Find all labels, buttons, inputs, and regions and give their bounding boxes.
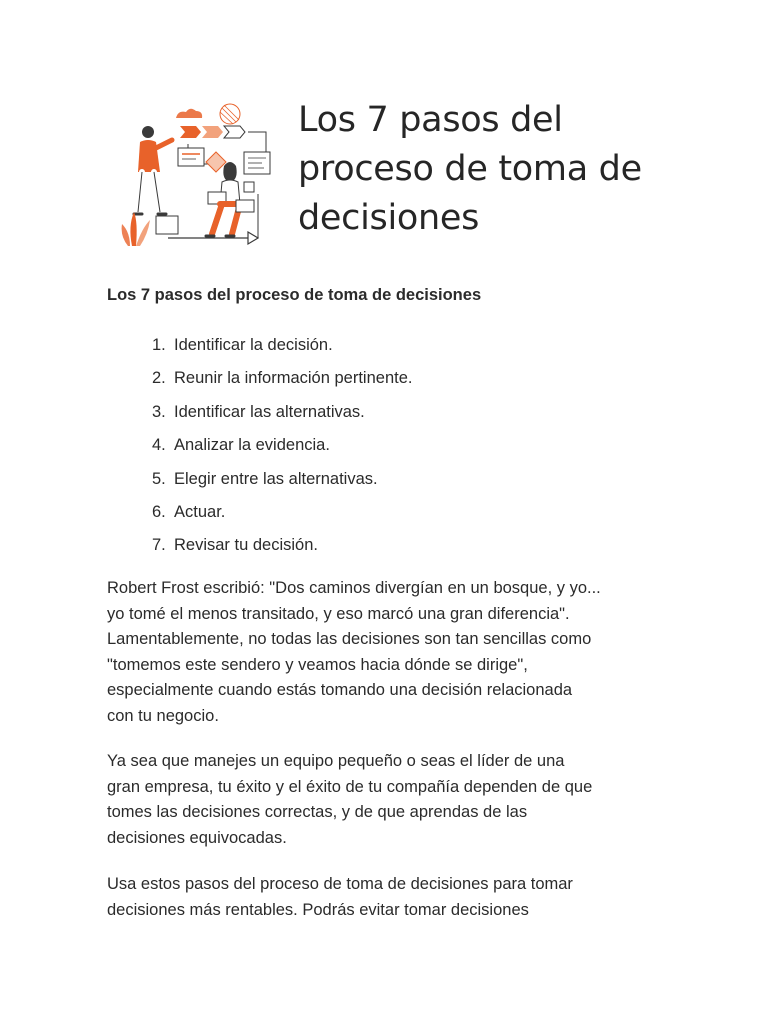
list-item xyxy=(152,433,412,466)
steps-list xyxy=(152,333,412,567)
list-item xyxy=(152,500,412,533)
page-title xyxy=(298,96,698,243)
paragraph-line: decisiones equivocadas. xyxy=(107,828,287,847)
paragraph-line: Usa estos pasos del proceso de toma de decisiones para tomar xyxy=(107,875,573,893)
step-number: 2. xyxy=(152,369,166,388)
list-item xyxy=(152,366,412,399)
paragraph-line: tomes las decisiones correctas, y de que aprendas de las xyxy=(107,803,528,822)
step-number: 4. xyxy=(152,436,166,455)
paragraph-line: gran empresa, tu éxito y el éxito de tu compañía dependen de que xyxy=(107,777,593,796)
step-text: Reunir la información pertinente. xyxy=(174,369,413,388)
body-paragraph xyxy=(107,749,687,851)
step-number: 6. xyxy=(152,502,166,521)
paragraph-line: especialmente cuando estás tomando una decisión relacionada xyxy=(107,681,573,700)
step-text: Elegir entre las alternativas. xyxy=(174,469,378,488)
list-item xyxy=(152,467,412,500)
list-item xyxy=(152,533,412,566)
title-line: decisiones xyxy=(298,198,480,238)
title-line: proceso de toma de xyxy=(298,149,642,189)
step-text: Identificar la decisión. xyxy=(174,336,333,354)
document-card-icon xyxy=(178,148,204,166)
chart-card-icon xyxy=(244,152,270,174)
paragraph-line: Lamentablemente, no todas las decisiones son tan sencillas como xyxy=(107,630,592,649)
paragraph-line: Robert Frost escribió: "Dos caminos divergían en un bosque, y yo... xyxy=(107,579,601,597)
step-number: 5. xyxy=(152,469,166,488)
step-number: 3. xyxy=(152,402,166,421)
title-line: Los 7 pasos del xyxy=(298,100,563,140)
step-text: Revisar tu decisión. xyxy=(174,536,318,555)
list-item xyxy=(152,333,412,366)
decision-flow-illustration xyxy=(118,96,278,256)
paragraph-line: yo tomé el menos transitado, y eso marcó una gran diferencia". xyxy=(107,604,570,623)
paragraph-line: con tu negocio. xyxy=(107,706,219,725)
list-item xyxy=(152,400,412,433)
section-heading: Los 7 pasos del proceso de toma de decisiones xyxy=(107,286,482,304)
step-text: Actuar. xyxy=(174,502,226,521)
body-paragraph xyxy=(107,872,687,923)
step-number: 1. xyxy=(152,336,166,354)
paragraph-line: decisiones más rentables. Podrás evitar tomar decisiones xyxy=(107,900,529,919)
step-text: Identificar las alternativas. xyxy=(174,402,365,421)
step-number: 7. xyxy=(152,536,166,555)
step-text: Analizar la evidencia. xyxy=(174,436,330,455)
paragraph-line: Ya sea que manejes un equipo pequeño o seas el líder de una xyxy=(107,752,565,770)
body-paragraph xyxy=(107,576,687,730)
paragraph-line: "tomemos este sendero y veamos hacia dónde se dirige", xyxy=(107,655,528,674)
